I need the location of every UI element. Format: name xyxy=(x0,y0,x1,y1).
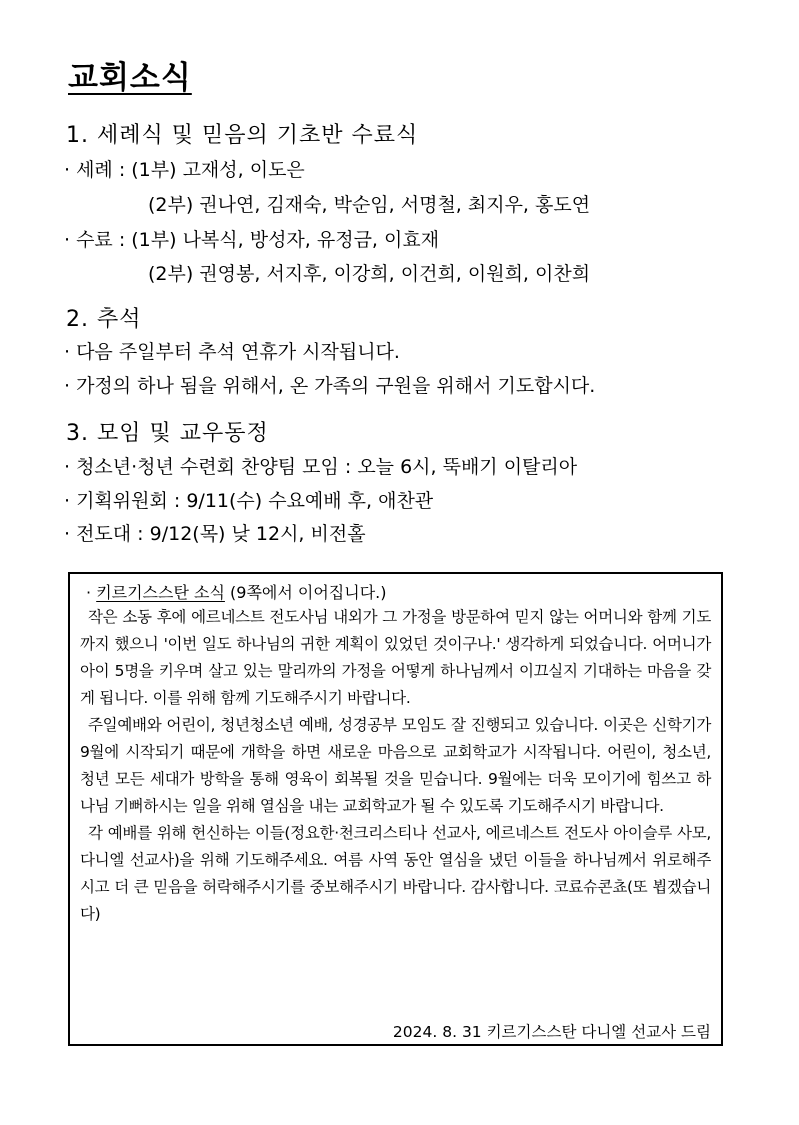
box-heading xyxy=(86,580,387,603)
box-heading-title: 키르기스스탄 소식 xyxy=(96,583,225,602)
meeting-line-1: · 청소년·청년 수련회 찬양팀 모임 : 오늘 6시, 뚝배기 이탈리아 xyxy=(64,456,578,478)
box-paragraph-3: 각 예배를 위해 헌신하는 이들(정요한·천크리스티나 선교사, 에르네스트 전도사 아이슬루 사모, 다니엘 선교사)을 위해 기도해주세요. 여름 사역 동안 열심을 냈던 이들을 하나님께서 위로해주시고 더 큰 믿음을 허락해주시기를 중보해주시기 바랍니다. 감사합니다. 코료슈콘쵸(또 뵙겠습니다) xyxy=(80,824,711,923)
box-paragraph-2: 주일예배와 어린이, 청년청소년 예배, 성경공부 모임도 잘 진행되고 있습니다. 이곳은 신학기가 9월에 시작되기 때문에 개학을 하면 새로운 마음으로 교회학교가 시작됩니다. 어린이, 청소년, 청년 모든 세대가 방학을 통해 영육이 회복될 것을 믿습니다. 9월에는 더욱 모이기에 힘쓰고 하나님 기뻐하시는 일을 위해 열심을 내는 교회학교가 될 수 있도록 기도해주시기 바랍니다. xyxy=(80,716,711,815)
completion-line-2: (2부) 권영봉, 서지후, 이강희, 이건희, 이원희, 이찬희 xyxy=(148,263,591,285)
completion-line-1: · 수료 : (1부) 나복식, 방성자, 유정금, 이효재 xyxy=(64,229,440,251)
chuseok-line-1: · 다음 주일부터 추석 연휴가 시작됩니다. xyxy=(64,341,400,363)
chuseok-line-2: · 가정의 하나 됨을 위해서, 온 가족의 구원을 위해서 기도합시다. xyxy=(64,375,596,397)
meeting-line-2: · 기획위원회 : 9/11(수) 수요예배 후, 애찬관 xyxy=(64,490,434,512)
box-body xyxy=(80,604,711,928)
baptism-line-2: (2부) 권나연, 김재숙, 박순임, 서명철, 최지우, 홍도연 xyxy=(148,194,591,216)
kyrgyzstan-news-box xyxy=(68,572,723,1046)
section-heading-chuseok: 2. 추석 xyxy=(66,307,142,332)
section-heading-baptism: 1. 세례식 및 믿음의 기초반 수료식 xyxy=(66,123,419,148)
baptism-line-1: · 세례 : (1부) 고재성, 이도은 xyxy=(64,159,305,181)
section-heading-meetings: 3. 모임 및 교우동정 xyxy=(66,421,269,446)
box-signature: 2024. 8. 31 키르기스스탄 다니엘 선교사 드림 xyxy=(392,1023,711,1041)
meeting-line-3: · 전도대 : 9/12(목) 낮 12시, 비전홀 xyxy=(64,523,366,545)
box-paragraph-1: 작은 소동 후에 에르네스트 전도사님 내외가 그 가정을 방문하여 믿지 않는 어머니와 함께 기도까지 했으니 '이번 일도 하나님의 귀한 계획이 있었던 것이구나.' 생각하게 되었습니다. 어머니가 아이 5명을 키우며 살고 있는 말리까의 가정을 어떻게 하나님께서 이끄실지 기대하는 마음을 갖게 됩니다. 이를 위해 함께 기도해주시기 바랍니다. xyxy=(80,608,711,707)
box-heading-bullet: · xyxy=(86,583,92,602)
box-heading-note: (9쪽에서 이어집니다.) xyxy=(230,583,387,602)
page-title: 교회소식 xyxy=(68,60,192,96)
